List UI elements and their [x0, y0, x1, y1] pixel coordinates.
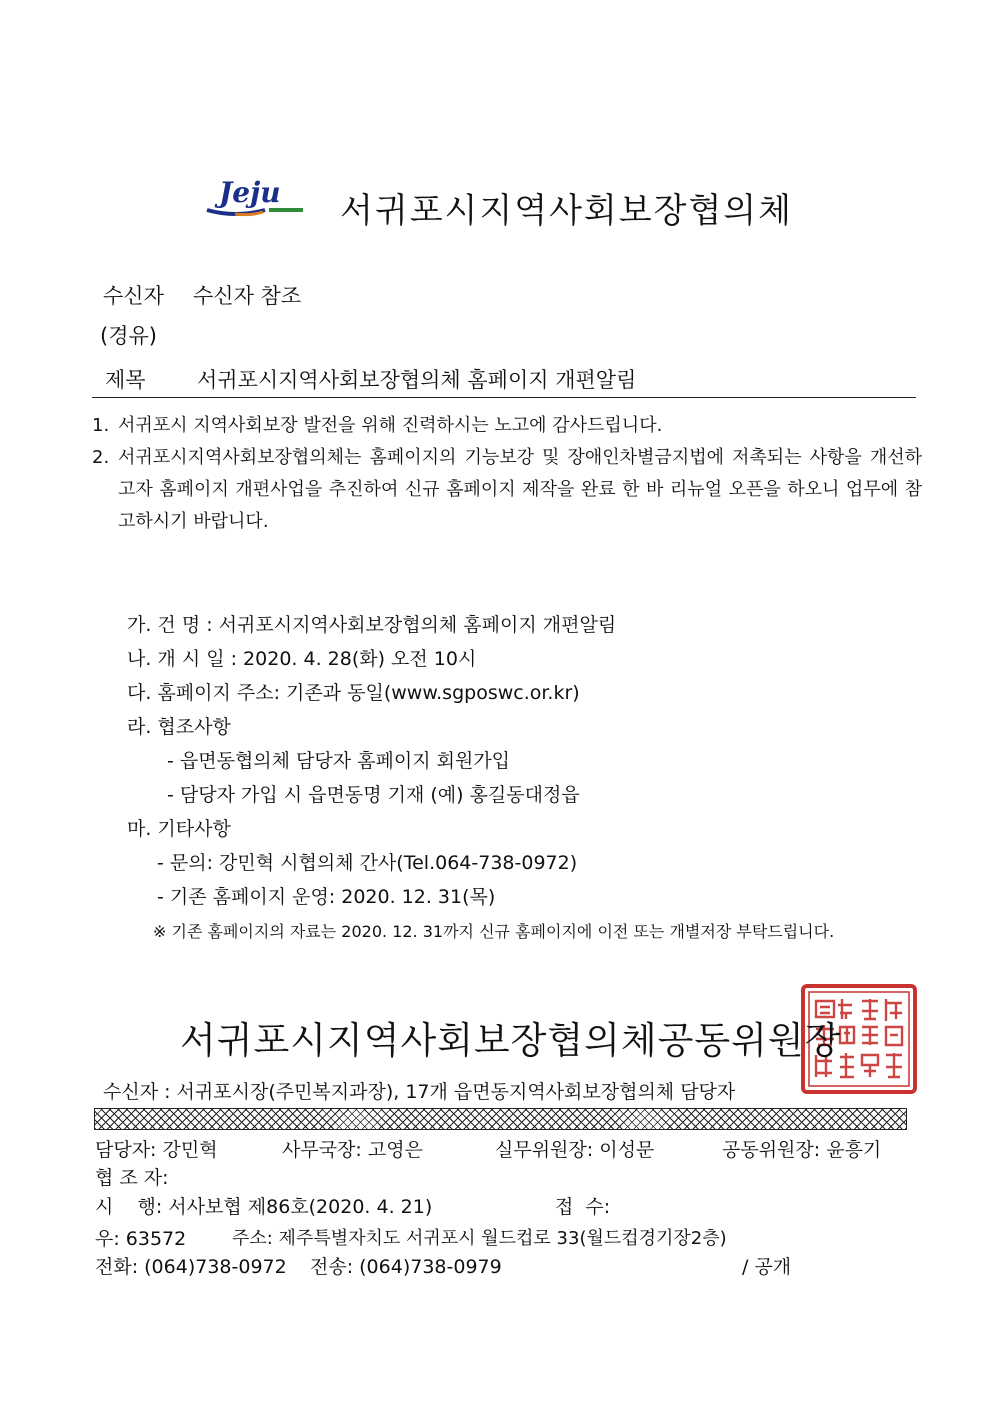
footer-secretary: 사무국장: 고영은 [282, 1139, 423, 1161]
paragraph-2-number: 2. [92, 447, 110, 468]
footer-enforcement: 시 행: 서사보협 제86호(2020. 4. 21) [95, 1196, 433, 1218]
subject-divider [92, 397, 916, 398]
jeju-logo [205, 172, 305, 220]
paragraph-2-text: 서귀포시지역사회보장협의체는 홈페이지의 기능보강 및 장애인차별금지법에 저촉되는 사항을 개선하고자 홈페이지 개편사업을 추진하여 신규 홈페이지 제작을 완료 한 바 리뉴얼 오픈을 하오니 업무에 참고하시기 바랍니다. [118, 447, 922, 532]
subject-value: 서귀포시지역사회보장협의체 홈페이지 개편알림 [197, 368, 637, 392]
footer-officer: 담당자: 강민혁 [95, 1139, 218, 1161]
detail-da: 다. 홈페이지 주소: 기존과 동일(www.sgposwc.or.kr) [127, 682, 580, 704]
paragraph-1-text: 서귀포시 지역사회보장 발전을 위해 진력하시는 노고에 감사드립니다. [118, 415, 663, 436]
footer-phone: 전화: (064)738-0972 [95, 1256, 287, 1278]
detail-ra-2: - 담당자 가입 시 읍면동명 기재 (예) 홍길동대정읍 [167, 784, 580, 806]
footer-receipt: 접 수: [555, 1196, 611, 1218]
footer-co-chair: 공동위원장: 윤흥기 [722, 1139, 882, 1161]
recipient-label: 수신자 [103, 284, 164, 308]
detail-ma-2: - 기존 홈페이지 운영: 2020. 12. 31(목) [157, 886, 496, 908]
via-label: (경유) [100, 324, 157, 348]
footer-fax: 전송: (064)738-0979 [310, 1256, 502, 1278]
detail-na: 나. 개 시 일 : 2020. 4. 28(화) 오전 10시 [127, 648, 477, 670]
detail-ga: 가. 건 명 : 서귀포시지역사회보장협의체 홈페이지 개편알림 [127, 614, 617, 636]
detail-ra: 라. 협조사항 [127, 716, 231, 738]
footer-disclosure: / 공개 [742, 1256, 792, 1278]
recipient-value: 수신자 참조 [193, 284, 302, 308]
hatched-divider [94, 1108, 907, 1130]
detail-ma-1: - 문의: 강민혁 시협의체 간사(Tel.064-738-0972) [157, 852, 578, 874]
footer-working-chair: 실무위원장: 이성문 [495, 1139, 655, 1161]
paragraph-1-number: 1. [92, 415, 110, 436]
subject-label: 제목 [105, 368, 146, 392]
detail-note: ※ 기존 홈페이지의 자료는 2020. 12. 31까지 신규 홈페이지에 이전 또는 개별저장 부탁드립니다. [153, 922, 835, 941]
sender-name: 서귀포시지역사회보장협의체공동위원장 [180, 1019, 842, 1062]
sender-recipients: 수신자 : 서귀포시장(주민복지과장), 17개 읍면동지역사회보장협의체 담당자 [103, 1081, 736, 1103]
logo-text: Jeju [219, 176, 281, 209]
paragraph-2 [92, 442, 922, 538]
footer-postal: 우: 63572 [95, 1228, 187, 1250]
footer-address: 주소: 제주특별자치도 서귀포시 월드컵로 33(월드컵경기장2층) [232, 1228, 727, 1249]
org-title: 서귀포시지역사회보장협의체 [340, 191, 793, 231]
paragraph-1 [92, 410, 922, 442]
detail-ra-1: - 읍면동협의체 담당자 홈페이지 회원가입 [167, 750, 511, 772]
detail-ma: 마. 기타사항 [127, 818, 231, 840]
footer-cooperators: 협 조 자: [95, 1167, 169, 1189]
